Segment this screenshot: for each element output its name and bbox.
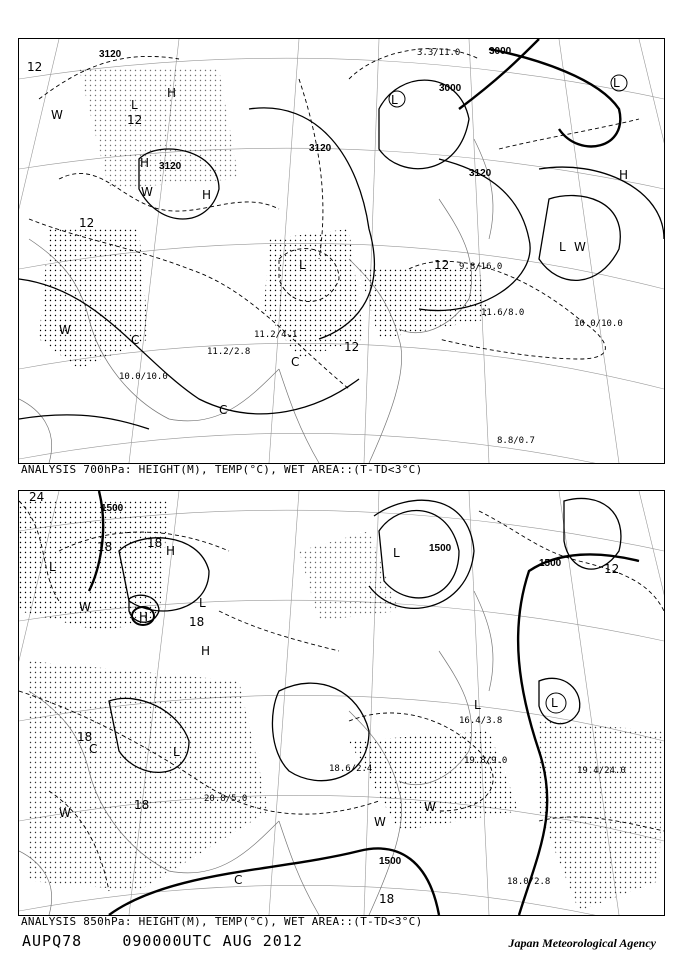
wet-areas (39, 69, 489, 369)
temp-label: 12 (27, 60, 43, 74)
map-700hpa-svg (19, 39, 664, 463)
height-label: 3120 (309, 143, 332, 154)
high-center: H (140, 156, 150, 170)
height-label: 3120 (99, 49, 122, 60)
height-label: 1500 (379, 856, 402, 867)
cold-center: C (291, 355, 300, 369)
chart-footer (22, 932, 303, 950)
height-label: 3120 (159, 161, 182, 172)
station-plot: 10.0/10.0 (574, 319, 623, 329)
low-center: L (199, 596, 206, 610)
station-plot: 18.6/2.4 (329, 764, 373, 774)
station-plot: 3.3/11.0 (417, 48, 461, 58)
height-label: 1500 (101, 503, 124, 514)
high-center: H (166, 544, 176, 558)
station-plot: 11.2/4.1 (254, 330, 298, 340)
temp-label: 18 (147, 536, 163, 550)
low-center: L (131, 98, 138, 112)
caption-700hpa: ANALYSIS 700hPa: HEIGHT(M), TEMP(°C), WET AREA::(T-TD<3°C) (21, 463, 423, 476)
high-center: H (201, 644, 211, 658)
high-center: H (619, 168, 629, 182)
wet-areas (19, 501, 664, 911)
temp-label: 18 (189, 615, 205, 629)
low-center: L (559, 240, 566, 254)
warm-center: W (374, 815, 386, 829)
high-center: H (167, 86, 177, 100)
warm-center: W (141, 185, 153, 199)
warm-center: W (59, 806, 71, 820)
station-plot: 18.0/2.8 (507, 877, 551, 887)
temp-label: 24 (29, 491, 45, 504)
temp-label: 12 (434, 258, 450, 272)
height-label: 1500 (429, 543, 452, 554)
caption-850hpa: ANALYSIS 850hPa: HEIGHT(M), TEMP(°C), WET AREA::(T-TD<3°C) (21, 915, 423, 928)
temp-label: 12 (344, 340, 360, 354)
low-center: L (173, 745, 180, 759)
height-label: 3000 (489, 46, 512, 57)
low-center: L (474, 698, 481, 712)
cold-center: C (89, 742, 98, 756)
station-plot: 16.4/3.8 (459, 716, 503, 726)
low-center: L (391, 93, 398, 107)
temp-label: 12 (79, 216, 95, 230)
warm-center: W (424, 800, 436, 814)
warm-center: W (51, 108, 63, 122)
height-label: 3120 (469, 168, 492, 179)
cold-center: C (234, 873, 243, 887)
cold-center: C (131, 333, 140, 347)
temp-label: 12 (604, 562, 620, 576)
low-center: L (393, 546, 400, 560)
warm-center: W (574, 240, 586, 254)
low-center: L (49, 560, 56, 574)
height-label: 3000 (439, 83, 462, 94)
product-code: AUPQ78 (22, 932, 83, 950)
cold-center: C (219, 403, 228, 417)
station-plot: 19.4/24.0 (577, 766, 626, 776)
low-center: L (613, 76, 620, 90)
map-panel-850hpa (18, 490, 665, 916)
temp-label: 18 (134, 798, 150, 812)
station-plot: 11.2/2.8 (207, 347, 251, 357)
valid-time: 090000UTC AUG 2012 (122, 932, 303, 950)
station-plot: 9.8/16.0 (459, 262, 503, 272)
station-plot: 19.8/9.0 (464, 756, 508, 766)
map-850hpa-svg (19, 491, 664, 915)
warm-center: W (79, 600, 91, 614)
temp-label: 18 (379, 892, 395, 906)
station-plot: 11.6/8.0 (481, 308, 525, 318)
agency-credit: Japan Meteorological Agency (508, 936, 656, 950)
temp-label: 18 (97, 540, 113, 554)
station-plot: 8.8/0.7 (497, 436, 535, 446)
height-label: 1500 (539, 558, 562, 569)
low-center: L (299, 258, 306, 272)
high-center: H (139, 610, 149, 624)
temp-label: 12 (127, 113, 143, 127)
warm-center: W (59, 323, 71, 337)
high-center: H (202, 188, 212, 202)
temp-label: 18 (77, 730, 93, 744)
station-plot: 20.8/5.0 (204, 794, 248, 804)
map-panel-700hpa (18, 38, 665, 464)
low-center: L (551, 696, 558, 710)
station-plot: 10.0/10.0 (119, 372, 168, 382)
